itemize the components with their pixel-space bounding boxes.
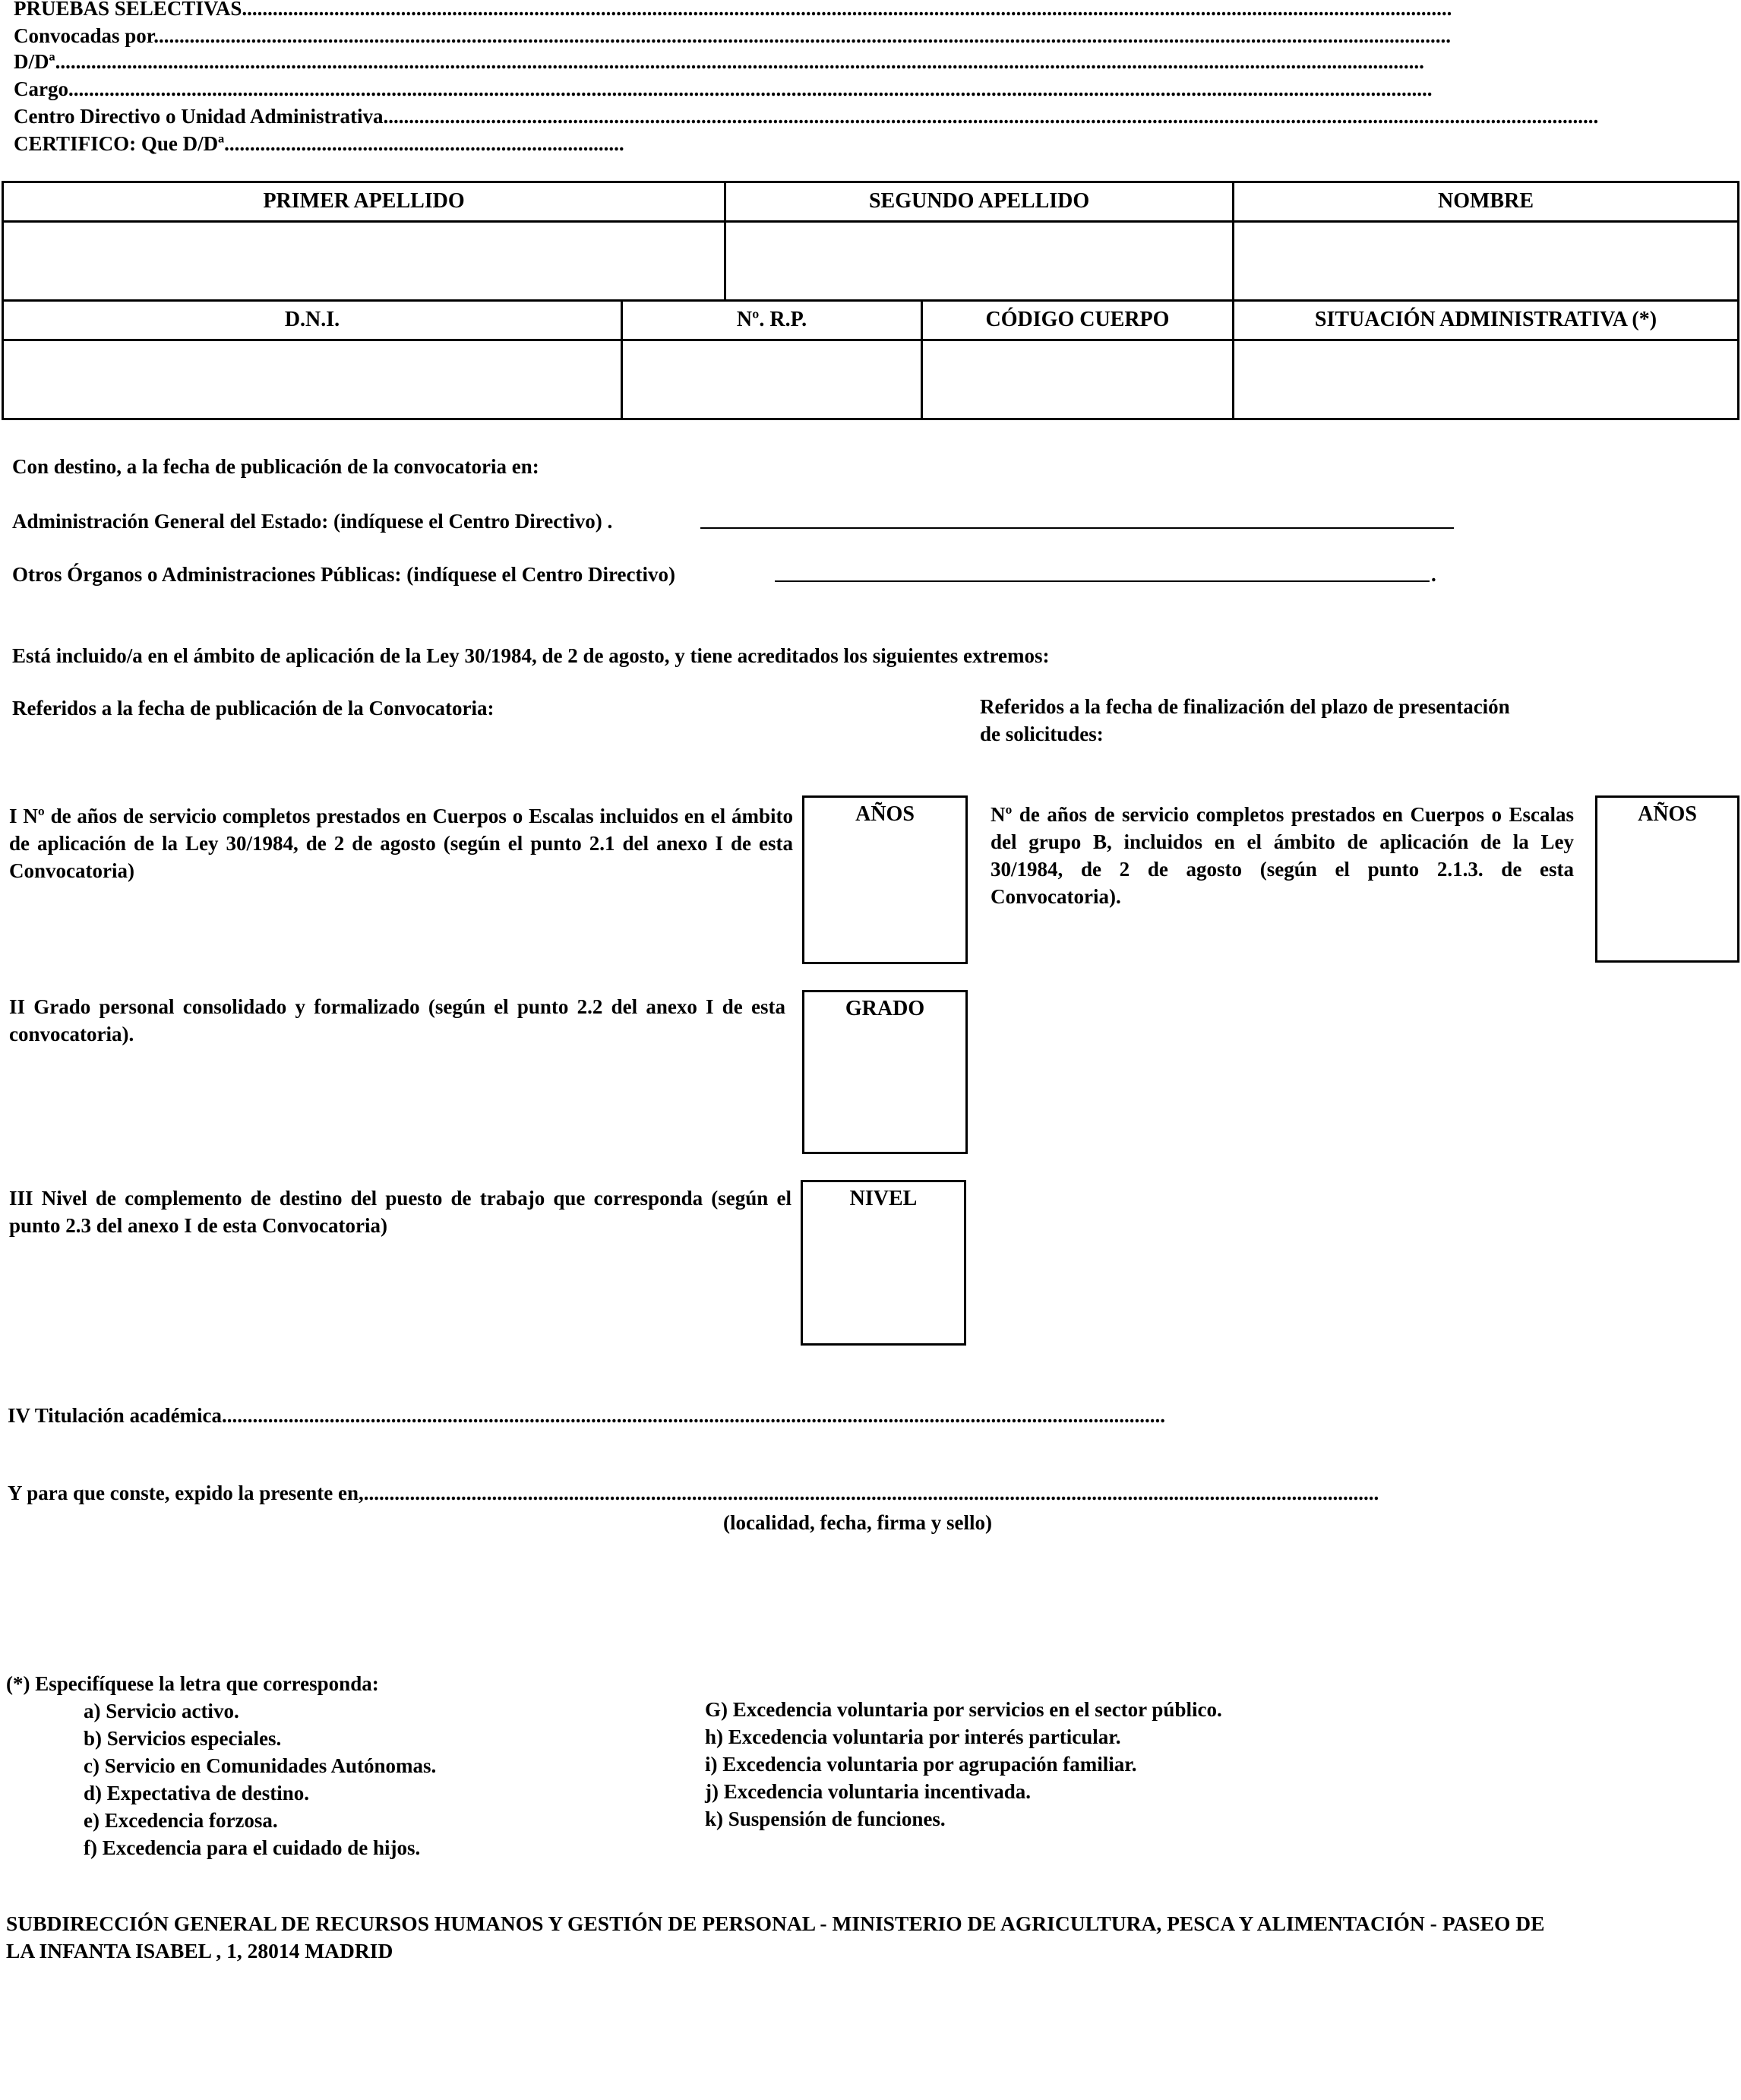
header-segundo-apellido: SEGUNDO APELLIDO xyxy=(725,182,1234,222)
note-f: f) Excedencia para el cuidado de hijos. xyxy=(84,1836,421,1859)
centro-line xyxy=(14,103,1599,129)
expido-label: Y para que conste, expido la presente en, xyxy=(8,1482,364,1504)
dot-leader: ............................................................................................................................................................................................................................................................. xyxy=(153,24,1452,47)
dot-leader: ............................................................................................................................................................................................................................................ xyxy=(242,0,1452,20)
note-c: c) Servicio en Comunidades Autónomas. xyxy=(84,1754,437,1777)
grado-box-label: GRADO xyxy=(845,997,925,1020)
dot-leader: ............................................................................................................................................................................................................................................. xyxy=(383,105,1599,128)
nrp-field[interactable] xyxy=(622,340,922,419)
item-iv-line xyxy=(8,1403,1166,1428)
header-primer-apellido: PRIMER APELLIDO xyxy=(3,182,725,222)
convocadas-line xyxy=(14,23,1521,49)
otros-label: Otros Órganos o Administraciones Públicas: (indíquese el Centro Directivo) xyxy=(12,563,675,586)
anos-box-right-label: AÑOS xyxy=(1638,802,1697,826)
dot-leader: .......................................................................................................................................................................................................................................................................... xyxy=(68,77,1433,100)
cargo-label: Cargo xyxy=(14,77,68,100)
ref-finalizacion-2: de solicitudes: xyxy=(980,723,1104,745)
otros-end: . xyxy=(1431,563,1436,586)
dot-leader[interactable]: ........................................................................................................................................................................................ xyxy=(222,1404,1166,1427)
note-k: k) Suspensión de funciones. xyxy=(705,1807,946,1830)
notes-right-list xyxy=(705,1696,1222,1833)
nivel-box[interactable] xyxy=(801,1180,966,1346)
dot-leader[interactable]: ...................................................................................................................................................................................................... xyxy=(363,1482,1379,1504)
segundo-apellido-field[interactable] xyxy=(725,222,1234,301)
anos-box-left-label: AÑOS xyxy=(855,802,915,826)
certifico-label: CERTIFICO: Que D/Dª. xyxy=(14,132,229,155)
note-b: b) Servicios especiales. xyxy=(84,1727,282,1750)
notes-left-list xyxy=(84,1697,436,1861)
nivel-box-label: NIVEL xyxy=(849,1187,918,1210)
age-field[interactable] xyxy=(700,504,1454,529)
item-ii-text: II Grado personal consolidado y formalizado (según el punto 2.2 del anexo I de esta convocatoria). xyxy=(9,995,785,1045)
convocadas-label: Convocadas por xyxy=(14,24,154,47)
expido-caption: (localidad, fecha, firma y sello) xyxy=(723,1511,992,1534)
personal-data-table xyxy=(2,181,1739,420)
item-i-right-text: Nº de años de servicio completos prestados en Cuerpos o Escalas del grupo B, incluidos en el ámbito de aplicación de la Ley 30/1984, de 2 de agosto (según el punto 2.1.3. de esta Convocatoria). xyxy=(991,803,1574,908)
anos-box-left[interactable] xyxy=(802,795,968,964)
footer-line-1: SUBDIRECCIÓN GENERAL DE RECURSOS HUMANOS Y GESTIÓN DE PERSONAL - MINISTERIO DE AGRICULTURA, PESCA Y ALIMENTACIÓN - PASEO DE xyxy=(6,1912,1545,1935)
ley-incluido: Está incluido/a en el ámbito de aplicación de la Ley 30/1984, de 2 de agosto, y tiene acreditados los siguientes extremos: xyxy=(12,644,1050,667)
ref-publicacion: Referidos a la fecha de publicación de la Convocatoria: xyxy=(12,697,494,720)
footer-address xyxy=(6,1910,1738,1965)
certifico-line xyxy=(14,131,624,157)
expido-line xyxy=(8,1480,1379,1506)
note-j: j) Excedencia voluntaria incentivada. xyxy=(705,1780,1031,1803)
cargo-line xyxy=(14,76,1522,102)
header-nrp: Nº. R.P. xyxy=(622,301,922,340)
dd-line xyxy=(14,49,1524,74)
pruebas-label: PRUEBAS SELECTIVAS xyxy=(14,0,242,20)
note-a: a) Servicio activo. xyxy=(84,1700,239,1722)
header-nombre: NOMBRE xyxy=(1234,182,1739,222)
nombre-field[interactable] xyxy=(1234,222,1739,301)
otros-field[interactable] xyxy=(775,558,1430,582)
note-g: G) Excedencia voluntaria por servicios en el sector público. xyxy=(705,1698,1222,1721)
centro-label: Centro Directivo o Unidad Administrativa xyxy=(14,105,384,128)
situacion-field[interactable] xyxy=(1234,340,1739,419)
item-i-text: I Nº de años de servicio completos prestados en Cuerpos o Escalas incluidos en el ámbito de aplicación de la Ley 30/1984, de 2 de agosto (según el punto 2.1 del anexo I de esta Convocatoria) xyxy=(9,805,793,882)
header-situacion: SITUACIÓN ADMINISTRATIVA (*) xyxy=(1234,301,1739,340)
destino-intro: Con destino, a la fecha de publicación de la convocatoria en: xyxy=(12,455,539,478)
anos-box-right[interactable] xyxy=(1595,795,1739,963)
note-h: h) Excedencia voluntaria por interés particular. xyxy=(705,1725,1121,1748)
header-codigo-cuerpo: CÓDIGO CUERPO xyxy=(922,301,1234,340)
dni-field[interactable] xyxy=(3,340,622,419)
note-e: e) Excedencia forzosa. xyxy=(84,1809,278,1832)
footer-line-2: LA INFANTA ISABEL , 1, 28014 MADRID xyxy=(6,1939,393,1962)
dot-leader: ............................................................................. xyxy=(229,132,624,155)
item-iv-label: IV Titulación académica xyxy=(8,1404,223,1427)
age-label: Administración General del Estado: (indíquese el Centro Directivo) . xyxy=(12,510,613,533)
note-i: i) Excedencia voluntaria por agrupación familiar. xyxy=(705,1753,1137,1776)
codigo-cuerpo-field[interactable] xyxy=(922,340,1234,419)
item-iii-text: III Nivel de complemento de destino del puesto de trabajo que corresponda (según el punto 2.3 del anexo I de esta Convocatoria) xyxy=(9,1187,792,1237)
ref-finalizacion-1: Referidos a la fecha de finalización del plazo de presentación xyxy=(980,695,1510,718)
dd-label: D/Dª. xyxy=(14,50,61,73)
notes-title: (*) Especifíquese la letra que corresponda: xyxy=(6,1672,379,1695)
note-d: d) Expectativa de destino. xyxy=(84,1782,309,1804)
header-dni: D.N.I. xyxy=(3,301,622,340)
dot-leader: .......................................................................................................................................................................................................................................................................... xyxy=(60,50,1424,73)
primer-apellido-field[interactable] xyxy=(3,222,725,301)
pruebas-line xyxy=(14,0,1548,21)
grado-box[interactable] xyxy=(802,990,968,1154)
